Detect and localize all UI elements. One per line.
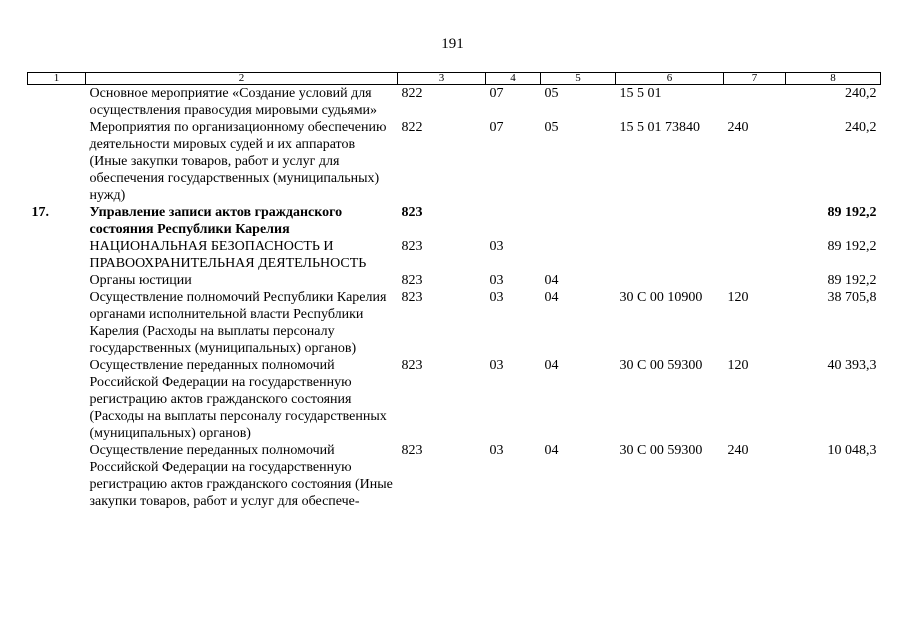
header-row bbox=[28, 73, 881, 85]
col-header-7: 7 bbox=[724, 73, 786, 85]
table-row bbox=[28, 238, 881, 272]
row-code-5: 04 bbox=[544, 273, 559, 288]
row-amount: 10 048,3 bbox=[827, 443, 877, 458]
row-name: НАЦИОНАЛЬНАЯ БЕЗОПАСНОСТЬ И ПРАВООХРАНИТЕЛЬНАЯ ДЕЯТЕЛЬНОСТЬ bbox=[89, 239, 367, 271]
row-code-4: 03 bbox=[489, 273, 504, 288]
row-code-3: 822 bbox=[401, 120, 423, 135]
row-code-6 bbox=[616, 272, 724, 289]
row-name: Органы юстиции bbox=[89, 273, 192, 288]
row-code-3: 823 bbox=[401, 290, 423, 305]
table-row bbox=[28, 119, 881, 204]
row-code-4 bbox=[486, 204, 541, 238]
row-code-3: 823 bbox=[401, 358, 423, 373]
table-row bbox=[28, 272, 881, 289]
row-amount: 40 393,3 bbox=[827, 358, 877, 373]
row-code-5: 04 bbox=[544, 358, 559, 373]
row-name: Мероприятия по организационному обеспечению деятельности мировых судей и их аппаратов (Иные закупки товаров, работ и услуг для обеспечения государственных (муниципальных) нужд) bbox=[89, 120, 387, 203]
table-row bbox=[28, 442, 881, 510]
table-row bbox=[28, 289, 881, 357]
row-number bbox=[28, 238, 86, 272]
row-code-5: 04 bbox=[544, 443, 559, 458]
row-code-5: 05 bbox=[544, 86, 559, 101]
row-code-6: 30 С 00 59300 bbox=[619, 443, 703, 458]
row-number bbox=[28, 119, 86, 204]
row-code-4: 03 bbox=[489, 358, 504, 373]
row-code-4: 03 bbox=[489, 239, 504, 254]
row-code-5 bbox=[541, 204, 616, 238]
table-body bbox=[28, 85, 881, 511]
row-code-3: 823 bbox=[401, 239, 423, 254]
col-header-2: 2 bbox=[86, 73, 398, 85]
row-code-3: 823 bbox=[401, 443, 423, 458]
row-name: Основное мероприятие «Создание условий для осуществления правосудия мировыми судьями» bbox=[89, 86, 378, 118]
row-number bbox=[28, 442, 86, 510]
row-code-6: 15 5 01 73840 bbox=[619, 120, 700, 135]
row-amount: 89 192,2 bbox=[827, 273, 877, 288]
row-code-7: 240 bbox=[727, 120, 749, 135]
row-amount: 240,2 bbox=[845, 86, 877, 101]
row-code-5 bbox=[541, 238, 616, 272]
row-code-3: 823 bbox=[401, 205, 423, 220]
col-header-4: 4 bbox=[486, 73, 541, 85]
row-code-7 bbox=[724, 238, 786, 272]
row-code-6: 30 С 00 10900 bbox=[619, 290, 703, 305]
row-code-4: 03 bbox=[489, 290, 504, 305]
col-header-6: 6 bbox=[616, 73, 724, 85]
row-number bbox=[28, 357, 86, 442]
row-code-4: 03 bbox=[489, 443, 504, 458]
row-name: Осуществление переданных полномочий Российской Федерации на государственную регистрацию актов гражданского состояния (Иные закупки товаров, работ и услуг для обеспече- bbox=[89, 443, 393, 509]
table-row bbox=[28, 357, 881, 442]
row-code-4: 07 bbox=[489, 120, 504, 135]
row-code-6 bbox=[616, 204, 724, 238]
col-header-1: 1 bbox=[28, 73, 86, 85]
row-code-5: 04 bbox=[544, 290, 559, 305]
row-name: Осуществление переданных полномочий Российской Федерации на государственную регистрацию актов гражданского состояния (Расходы на выплаты персоналу государственных (муниципальных) органов) bbox=[89, 358, 387, 441]
row-code-7 bbox=[724, 85, 786, 120]
row-code-7: 240 bbox=[727, 443, 749, 458]
row-code-7: 120 bbox=[727, 358, 749, 373]
row-number: 17. bbox=[31, 205, 49, 220]
row-name: Управление записи актов гражданского состояния Республики Карелия bbox=[89, 205, 343, 237]
row-amount: 240,2 bbox=[845, 120, 877, 135]
row-code-4: 07 bbox=[489, 86, 504, 101]
row-code-6: 15 5 01 bbox=[619, 86, 662, 101]
row-code-7: 120 bbox=[727, 290, 749, 305]
row-number bbox=[28, 272, 86, 289]
row-code-5: 05 bbox=[544, 120, 559, 135]
row-number bbox=[28, 289, 86, 357]
budget-table bbox=[27, 72, 881, 510]
page-number: 191 bbox=[441, 36, 464, 52]
row-code-3: 823 bbox=[401, 273, 423, 288]
row-code-6 bbox=[616, 238, 724, 272]
row-amount: 89 192,2 bbox=[827, 239, 877, 254]
table-row bbox=[28, 85, 881, 120]
row-amount: 89 192,2 bbox=[827, 205, 877, 220]
row-code-6: 30 С 00 59300 bbox=[619, 358, 703, 373]
row-code-7 bbox=[724, 204, 786, 238]
row-code-3: 822 bbox=[401, 86, 423, 101]
row-name: Осуществление полномочий Республики Карелия органами исполнительной власти Республики Карелия (Расходы на выплаты персоналу государственных (муниципальных) органов) bbox=[89, 290, 387, 356]
row-code-7 bbox=[724, 272, 786, 289]
col-header-8: 8 bbox=[786, 73, 881, 85]
col-header-3: 3 bbox=[398, 73, 486, 85]
col-header-5: 5 bbox=[541, 73, 616, 85]
table-row bbox=[28, 204, 881, 238]
row-number bbox=[28, 85, 86, 120]
row-amount: 38 705,8 bbox=[827, 290, 877, 305]
